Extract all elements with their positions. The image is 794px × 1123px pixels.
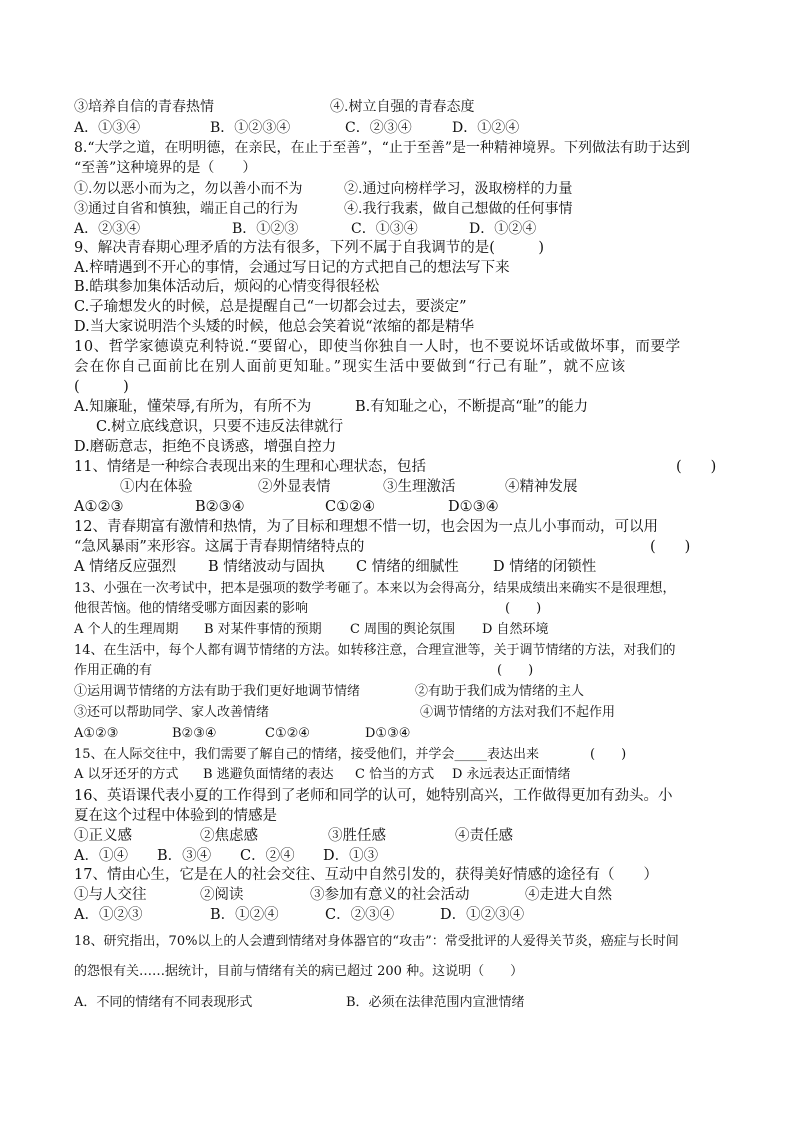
option-line	[208, 558, 325, 576]
line-text: ( )	[590, 747, 627, 762]
line-text: 17、情由心生，它是在人的社会交往、互动中自然引发的，获得美好情感的途径有（ ）	[74, 867, 658, 883]
line-text: ①正义感	[74, 828, 132, 844]
text-line	[74, 180, 302, 198]
text-line	[74, 259, 510, 277]
option-a: A 以牙还牙的方式	[74, 767, 179, 782]
option-line	[452, 119, 519, 137]
question-stem	[74, 746, 539, 764]
item-line	[74, 704, 269, 722]
line-text: ④.我行我素，做自己想做的任何事情	[344, 201, 573, 217]
line-text: ④精神发展	[505, 479, 578, 495]
option-line	[265, 725, 310, 743]
option-c: C．②④	[240, 848, 295, 864]
line-text: ④走进大自然	[525, 887, 612, 903]
option-line	[448, 498, 499, 516]
option-line	[469, 220, 536, 238]
question-stem	[74, 600, 308, 618]
option-line	[482, 621, 549, 639]
option-c: C 恰当的方式	[355, 767, 435, 782]
option-d: D.磨砺意志，拒绝不良诱惑，增强自控力	[74, 439, 337, 455]
option-line	[346, 994, 525, 1012]
option-c: C①②④	[265, 726, 310, 741]
option-a: A．①③④	[74, 120, 141, 136]
question-stem	[74, 358, 626, 376]
text-line	[330, 98, 474, 116]
option-line	[351, 220, 418, 238]
option-b: B．①②④	[210, 907, 279, 923]
item-line	[200, 827, 258, 845]
option-d: D 永远表达正面情绪	[452, 767, 571, 782]
option-d: D．①③	[323, 848, 379, 864]
line-text: ②外显表情	[258, 479, 331, 495]
line-text: ③通过自省和慎独，端正自己的行为	[74, 201, 298, 217]
option-line	[74, 906, 142, 924]
answer-bracket	[650, 538, 690, 556]
line-text: ④调节情绪的方法对我们不起作用	[420, 705, 616, 720]
answer-bracket	[497, 662, 533, 680]
option-c: C．①③④	[351, 221, 418, 237]
line-text: ④.树立自强的青春态度	[330, 99, 475, 115]
option-line	[493, 558, 596, 576]
option-a: A．①④	[74, 848, 128, 864]
option-line	[74, 558, 176, 576]
question-stem	[74, 518, 658, 536]
line-text: “至善”这种境界的是（ ）	[74, 160, 257, 176]
question-stem	[74, 338, 681, 356]
option-a: A 个人的生理周期	[74, 622, 179, 637]
line-text: ( )	[497, 663, 534, 678]
line-text: 16、英语课代表小夏的工作得到了老师和同学的认可，她特别高兴，工作做得更加有劲头。小	[74, 788, 673, 804]
option-line	[345, 119, 412, 137]
option-a: A①②③	[74, 499, 124, 515]
line-text: 他很苦恼。他的情绪受哪方面因素的影响	[74, 601, 309, 616]
line-text: 会在你自己面前比在别人面前更知耻。”现实生活中要做到“行己有耻”，就不应该	[74, 359, 627, 375]
item-line	[415, 683, 584, 701]
line-text: 13、小强在一次考试中，把本是强项的数学考砸了。本来以为会得高分，结果成绩出来确实不是很理想，	[74, 581, 676, 596]
line-text: ①与人交往	[74, 887, 147, 903]
item-line	[74, 683, 360, 701]
option-d: D．①②④	[452, 120, 520, 136]
line-text: ( )	[74, 379, 129, 395]
line-text: ( )	[676, 459, 717, 475]
line-text: D.当大家说明浩个头矮的时候，他总会笑着说“浓缩的都是精华	[74, 319, 475, 335]
line-text: A.梓晴遇到不开心的事情，会通过写日记的方式把自己的想法写下来	[74, 260, 510, 276]
option-line	[203, 766, 334, 784]
option-c: C．②③④	[345, 120, 412, 136]
question-stem	[74, 538, 364, 556]
option-d: D①③④	[448, 499, 499, 515]
question-stem	[74, 458, 426, 476]
line-text: ①.勿以恶小而为之，勿以善小而不为	[74, 181, 303, 197]
option-b: B．①②③	[232, 221, 299, 237]
option-line	[232, 220, 298, 238]
line-text: “急风暴雨”来形容。这属于青春期情绪特点的	[74, 539, 365, 555]
option-line	[355, 766, 434, 784]
line-text: 11、情绪是一种综合表现出来的生理和心理状态，包括	[74, 459, 426, 475]
option-line	[356, 558, 459, 576]
option-a: A①②③	[74, 726, 119, 741]
line-text: ③胜任感	[328, 828, 386, 844]
text-line	[344, 200, 572, 218]
item-line	[455, 827, 513, 845]
option-c: C 情绪的细腻性	[356, 559, 459, 575]
answer-bracket	[590, 746, 626, 764]
option-line	[74, 847, 128, 865]
line-text: C.子瑜想发火的时候，总是提醒自己“一切都会过去，要淡定”	[74, 299, 467, 315]
text-line	[74, 278, 379, 296]
question-stem	[74, 662, 152, 680]
question-stem	[74, 159, 256, 177]
line-text: 夏在这个过程中体验到的情感是	[74, 808, 277, 824]
option-b: B 情绪波动与固执	[208, 559, 325, 575]
line-text: 12、青春期富有激情和热情，为了目标和理想不惜一切，也会因为一点儿小事而动，可以用	[74, 519, 658, 535]
question-stem	[74, 787, 672, 805]
option-line	[325, 498, 375, 516]
line-text: ③参加有意义的社会活动	[310, 887, 470, 903]
option-line	[74, 725, 118, 743]
option-line	[195, 498, 245, 516]
option-b: B 逃避负面情绪的表达	[203, 767, 334, 782]
line-text: ( )	[505, 601, 542, 616]
option-a: A 情绪反应强烈	[74, 559, 177, 575]
item-line	[310, 886, 470, 904]
option-b: B．必须在法律范围内宣泄情绪	[346, 995, 525, 1010]
option-d: D 情绪的闭锁性	[493, 559, 597, 575]
option-line	[96, 418, 343, 436]
item-line	[525, 886, 612, 904]
option-line	[355, 398, 588, 416]
option-line	[240, 847, 295, 865]
text-line	[74, 318, 474, 336]
text-line	[344, 180, 572, 198]
line-text: ②焦虑感	[200, 828, 258, 844]
option-line	[74, 766, 179, 784]
option-b: B．③④	[157, 848, 212, 864]
option-a: A.知廉耻，懂荣辱,有所为，有所不为	[74, 399, 312, 415]
option-c: C.树立底线意识，只要不违反法律就行	[96, 419, 344, 435]
question-stem	[74, 580, 676, 598]
option-line	[440, 906, 524, 924]
item-line	[420, 704, 615, 722]
option-line	[365, 725, 410, 743]
option-c: C①②④	[325, 499, 376, 515]
option-c: C．②③④	[325, 907, 395, 923]
option-line	[74, 498, 123, 516]
answer-bracket	[676, 458, 716, 476]
line-text: 的怨恨有关……据统计，目前与情绪有关的病已超过 200 种。这说明（ ）	[74, 964, 524, 979]
option-line	[74, 220, 140, 238]
item-line	[74, 886, 147, 904]
option-line	[74, 398, 311, 416]
item-line	[258, 478, 331, 496]
line-text: ②有助于我们成为情绪的主人	[415, 684, 585, 699]
item-line	[505, 478, 578, 496]
option-d: D．①②④	[469, 221, 537, 237]
text-line	[74, 200, 298, 218]
item-line	[74, 827, 132, 845]
line-text: 9、解决青春期心理矛盾的方法有很多，下列不属于自我调节的是( )	[74, 240, 545, 256]
option-a: A．①②③	[74, 907, 143, 923]
line-text: ①运用调节情绪的方法有助于我们更好地调节情绪	[74, 684, 361, 699]
option-d: D①③④	[365, 726, 411, 741]
option-line	[204, 621, 322, 639]
line-text: ③还可以帮助同学、家人改善情绪	[74, 705, 270, 720]
option-b: B．①②③④	[210, 120, 291, 136]
option-line	[74, 621, 179, 639]
text-line	[74, 298, 467, 316]
option-c: C 周围的舆论氛围	[350, 622, 456, 637]
item-line	[200, 886, 244, 904]
option-line	[172, 725, 217, 743]
answer-bracket	[74, 378, 129, 396]
question-stem	[74, 807, 277, 825]
option-line	[74, 119, 140, 137]
line-text: 18、研究指出，70%以上的人会遭到情绪对身体器官的“攻击”：常受批评的人爱得关节炎，癌症与长时间	[74, 934, 679, 949]
line-text: ②.通过向榜样学习，汲取榜样的力量	[344, 181, 573, 197]
line-text: ③生理激活	[383, 479, 456, 495]
option-line	[323, 847, 378, 865]
line-text: 10、哲学家德谟克利特说.“要留心，即使当你独自一人时，也不要说坏话或做坏事，而要学	[74, 339, 681, 355]
option-line	[452, 766, 571, 784]
option-a: A．不同的情绪有不同表现形式	[74, 995, 253, 1010]
line-text: ( )	[650, 539, 691, 555]
option-b: B②③④	[195, 499, 245, 515]
option-line	[74, 438, 336, 456]
item-line	[120, 478, 193, 496]
answer-bracket	[505, 600, 541, 618]
line-text: ②阅读	[200, 887, 244, 903]
option-line	[350, 621, 455, 639]
line-text: 15、在人际交往中，我们需要了解自己的情绪，接受他们，并学会_____表达出来	[74, 747, 540, 762]
item-line	[383, 478, 456, 496]
option-line	[325, 906, 394, 924]
line-text: 14、在生活中，每个人都有调节情绪的方法。如转移注意，合理宣泄等，关于调节情绪的方法，对我们的	[74, 643, 676, 658]
item-line	[328, 827, 386, 845]
option-b: B.有知耻之心，不断提高“耻”的能力	[355, 399, 589, 415]
option-line	[210, 119, 290, 137]
question-stem	[74, 139, 690, 157]
question-stem	[74, 933, 679, 951]
question-stem	[74, 239, 544, 257]
text-line	[74, 98, 214, 116]
question-stem	[74, 642, 676, 660]
line-text: ④责任感	[455, 828, 513, 844]
question-stem	[74, 866, 658, 884]
option-a: A．②③④	[74, 221, 141, 237]
option-line	[210, 906, 279, 924]
line-text: 8.“大学之道，在明明德，在亲民，在止于至善”，“止于至善”是一种精神境界。下列做法有助于达到	[74, 140, 690, 156]
option-line	[157, 847, 211, 865]
question-stem	[74, 963, 523, 981]
line-text: 作用正确的有	[74, 663, 153, 678]
line-text: ③培养自信的青春热情	[74, 99, 214, 115]
line-text: ①内在体验	[120, 479, 193, 495]
option-d: D．①②③④	[440, 907, 525, 923]
line-text: B.皓琪参加集体活动后，烦闷的心情变得很轻松	[74, 279, 380, 295]
option-d: D 自然环境	[482, 622, 549, 637]
option-b: B 对某件事情的预期	[204, 622, 322, 637]
option-b: B②③④	[172, 726, 217, 741]
option-line	[74, 994, 252, 1012]
